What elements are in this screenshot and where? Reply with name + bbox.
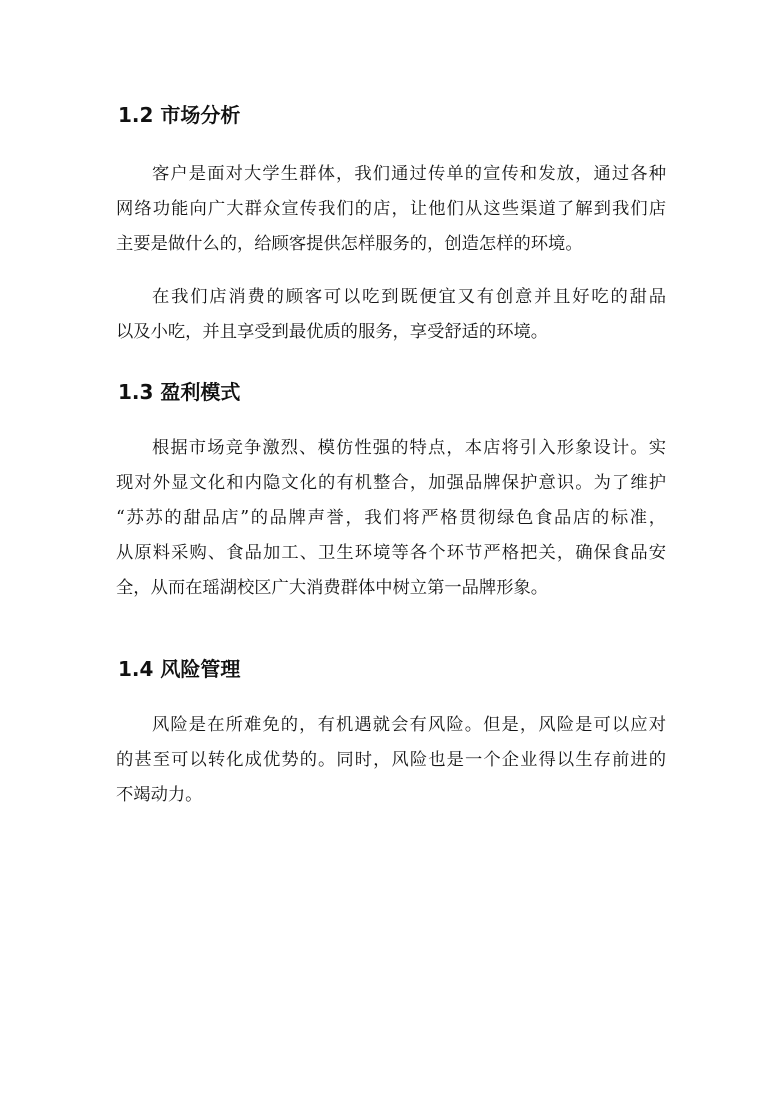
text-line: “苏苏的甜品店”的品牌声誉，我们将严格贯彻绿色食品店的标准， [116, 508, 666, 528]
text-line: 从原料采购、食品加工、卫生环境等各个环节严格把关，确保食品安 [116, 543, 666, 563]
paragraph-risk-management [116, 708, 666, 813]
text-line: 在我们店消费的顾客可以吃到既便宜又有创意并且好吃的甜品 [152, 287, 666, 307]
text-line: 现对外显文化和内隐文化的有机整合，加强品牌保护意识。为了维护 [116, 473, 666, 493]
text-line: 根据市场竞争激烈、模仿性强的特点，本店将引入形象设计。实 [152, 438, 666, 458]
paragraph-market-analysis-1 [116, 157, 666, 262]
text-line: 网络功能向广大群众宣传我们的店，让他们从这些渠道了解到我们店 [116, 199, 666, 219]
section-title-risk-management: 1.4 风险管理 [118, 657, 241, 681]
text-line: 的甚至可以转化成优势的。同时，风险也是一个企业得以生存前进的 [116, 750, 666, 770]
text-line: 不竭动力。 [116, 785, 203, 805]
text-line: 以及小吃，并且享受到最优质的服务，享受舒适的环境。 [116, 322, 549, 342]
section-title-profit-model: 1.3 盈利模式 [118, 380, 241, 404]
paragraph-market-analysis-2 [116, 280, 666, 350]
text-line: 客户是面对大学生群体，我们通过传单的宣传和发放，通过各种 [152, 164, 666, 184]
text-line: 全，从而在瑶湖校区广大消费群体中树立第一品牌形象。 [116, 578, 549, 598]
text-line: 主要是做什么的，给顾客提供怎样服务的，创造怎样的环境。 [116, 234, 583, 254]
text-line: 风险是在所难免的，有机遇就会有风险。但是，风险是可以应对 [152, 715, 666, 735]
section-title-market-analysis: 1.2 市场分析 [118, 103, 241, 127]
paragraph-profit-model [116, 431, 666, 606]
